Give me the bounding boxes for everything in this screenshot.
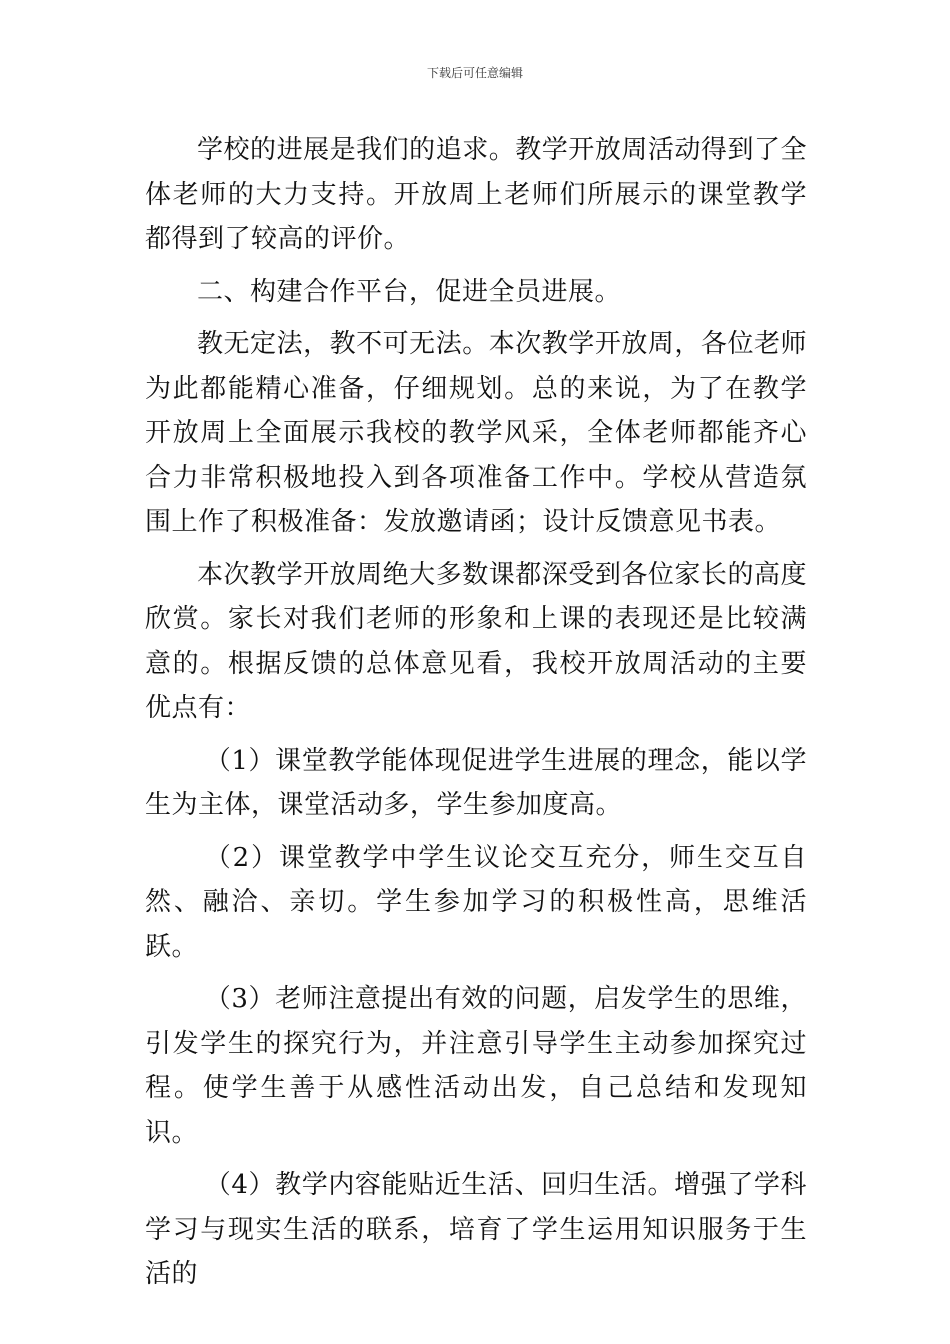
list-item-1: （1）课堂教学能体现促进学生进展的理念，能以学生为主体，课堂活动多，学生参加度高。 [145,745,807,820]
page-header: 下载后可任意编辑 [426,66,523,80]
section-heading-cooperation: 二、构建合作平台，促进全员进展。 [197,276,622,307]
document-body [145,128,807,1305]
list-item-3: （3）老师注意提出有效的问题，启发学生的思维，引发学生的探究行为，并注意引导学生主动参加探究过程。使学生善于从感性活动出发，自己总结和发现知识。 [145,984,807,1148]
paragraph-teaching-method: 教无定法，教不可无法。本次教学开放周，各位老师为此都能精心准备，仔细规划。总的来说，为了在教学开放周上全面展示我校的教学风采，全体老师都能齐心合力非常积极地投入到各项准备工作中。学校从营造氛围上作了积极准备：发放邀请函；设计反馈意见书表。 [145,329,807,537]
paragraph-school-progress: 学校的进展是我们的追求。教学开放周活动得到了全体老师的大力支持。开放周上老师们所展示的课堂教学都得到了较高的评价。 [145,135,807,254]
list-item-4: （4）教学内容能贴近生活、回归生活。增强了学科学习与现实生活的联系，培育了学生运用知识服务于生活的 [145,1170,807,1289]
paragraph-parent-feedback: 本次教学开放周绝大多数课都深受到各位家长的高度欣赏。家长对我们老师的形象和上课的表现还是比较满意的。根据反馈的总体意见看，我校开放周活动的主要优点有： [145,559,807,723]
list-item-2: （2）课堂教学中学生议论交互充分，师生交互自然、融洽、亲切。学生参加学习的积极性高，思维活跃。 [145,842,807,962]
